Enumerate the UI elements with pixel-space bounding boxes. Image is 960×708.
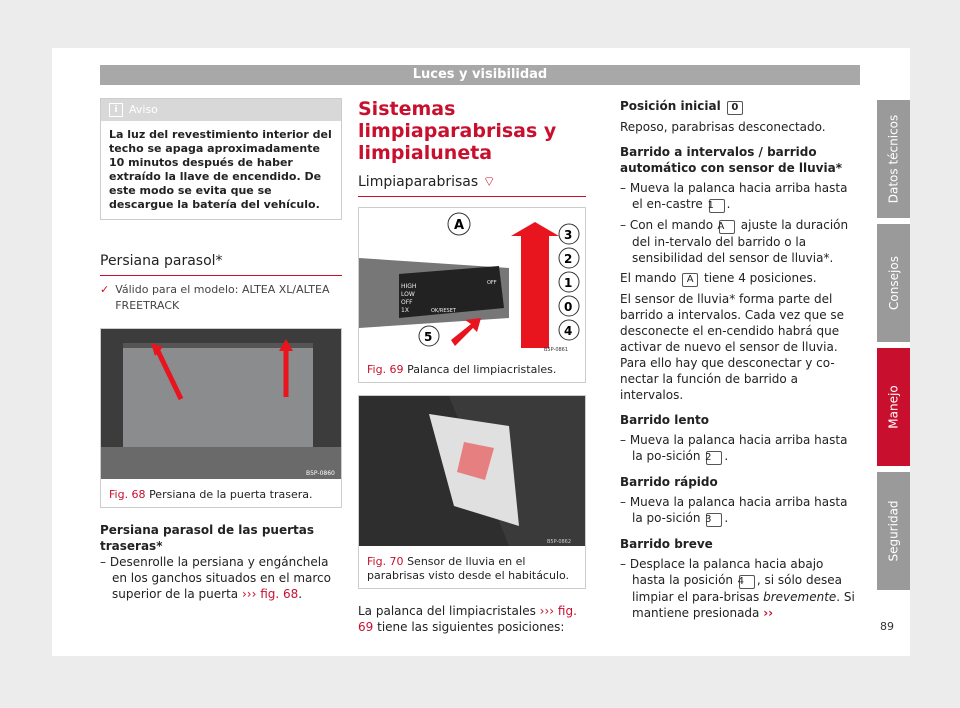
divider — [358, 196, 586, 197]
section-heading: Persiana parasol* — [100, 253, 223, 269]
lever-label-onex: 1X — [401, 307, 409, 314]
paragraph: El sensor de lluvia* forma parte del barrido a intervalos. Cada vez que se desconecte el en-cendido habrá que activar de nuevo el sensor de lluvia. Para ello hay que desconectar y co-nectar la función de barrido a intervalos. — [620, 292, 845, 402]
step-item: – Desplace la palanca hacia abajo hasta la posición 4 , si sólo desea limpiar el para-brisas brevemente. Si mantiene presionada ›› — [620, 557, 855, 620]
figure-caption — [359, 550, 585, 588]
lever-label-high: HIGH — [401, 283, 417, 290]
position-badge: 1 — [709, 199, 725, 213]
validity-note — [100, 282, 342, 314]
label-2: 2 — [564, 252, 573, 266]
step-text: , si sólo desea limpiar el para-brisas — [632, 573, 842, 604]
label-5: 5 — [424, 330, 433, 344]
control-badge: A — [719, 220, 735, 234]
subsection-title — [358, 174, 586, 190]
figure-label: Fig. 70 — [367, 555, 404, 568]
lever-label-off: OFF — [401, 299, 413, 306]
paragraph: Reposo, parabrisas desconectado. — [620, 120, 826, 134]
sunshade-image — [101, 329, 341, 479]
page-number: 89 — [880, 620, 894, 633]
checkmark-icon: ✓ — [100, 283, 110, 296]
control-badge: A — [682, 273, 698, 287]
wiper-icon: ⌔ — [482, 174, 496, 190]
right-column — [620, 98, 860, 621]
step-text: . Si mantiene presionada — [632, 590, 855, 620]
caption-text: Palanca del limpiacristales. — [407, 363, 557, 376]
fig-reference[interactable]: ››› fig. 68 — [241, 587, 299, 601]
tab-consejos[interactable] — [877, 224, 910, 342]
continue-arrow-icon: ›› — [763, 606, 774, 620]
step-item: – Mueva la palanca hacia arriba hasta el en-castre 1 . — [620, 181, 848, 211]
step-text: Con el mando — [629, 218, 714, 232]
figure-70 — [358, 395, 586, 589]
fig-reference-text: fig. 68 — [260, 587, 299, 601]
left-column — [100, 98, 342, 602]
divider — [100, 275, 342, 276]
paragraph — [620, 270, 860, 287]
step-text: Mueva la palanca hacia arriba hasta el en-castre — [629, 181, 848, 211]
notice-box — [100, 98, 342, 220]
figure-caption — [359, 358, 585, 382]
running-header: Luces y visibilidad — [100, 65, 860, 85]
notice-text: La luz del revestimiento interior del techo se apaga aproximadamente 10 minutos después de haber extraído la llave de encendido. De este modo se evita que se descargue la batería del vehículo. — [109, 128, 332, 211]
lever-label-low: LOW — [401, 291, 415, 298]
fig-reference-text: fig. 69 — [358, 604, 577, 634]
tab-seguridad[interactable] — [877, 472, 910, 590]
figure-69 — [358, 207, 586, 383]
tab-label: Manejo — [886, 385, 901, 429]
label-a: A — [454, 218, 465, 233]
step-text: Mueva la palanca hacia arriba hasta la po-sición — [629, 495, 848, 525]
lever-label-reset: OK/RESET — [431, 308, 456, 314]
section-title: Sistemas limpiaparabrisas y limpialuneta — [358, 98, 557, 164]
label-1: 1 — [564, 276, 573, 290]
tab-label: Consejos — [886, 256, 901, 310]
fig-reference[interactable]: ››› fig. 69 — [358, 604, 577, 634]
intro-text: tiene las siguientes posiciones: — [377, 620, 565, 634]
label-4: 4 — [564, 324, 573, 338]
figure-label: Fig. 69 — [367, 363, 404, 376]
figure-code: B5P-0861 — [544, 347, 569, 353]
step-item: – Desenrolle la persiana y engánchela en los ganchos situados en el marco superior de la puerta ››› fig. 68. — [100, 555, 331, 601]
heading-brief: Barrido breve — [620, 537, 713, 551]
heading-intervals: Barrido a intervalos / barrido automático con sensor de lluvia* — [620, 145, 842, 175]
tab-label: Seguridad — [886, 500, 901, 562]
figure-caption — [101, 483, 341, 507]
subsection-text: Limpiaparabrisas — [358, 174, 479, 190]
figure-code: B5P-0862 — [547, 539, 572, 545]
figure-label: Fig. 68 — [109, 488, 146, 501]
validity-text: Válido para el modelo: ALTEA XL/ALTEA FREETRACK — [115, 283, 330, 312]
intro-paragraph — [358, 603, 586, 635]
tab-datos-tecnicos[interactable] — [877, 100, 910, 218]
step-text: ajuste la duración del in-tervalo del barrido o la sensibilidad del sensor de lluvia*. — [632, 218, 849, 265]
position-badge: 0 — [727, 101, 743, 115]
step-item: – Mueva la palanca hacia arriba hasta la po-sición 3 . — [620, 495, 848, 525]
intro-text: La palanca del limpiacristales — [358, 604, 536, 618]
label-3: 3 — [564, 228, 573, 242]
position-badge: 3 — [706, 513, 722, 527]
tab-label: Datos técnicos — [886, 114, 901, 204]
text: tiene 4 posiciones. — [704, 271, 817, 285]
step-text: Mueva la palanca hacia arriba hasta la po-sición — [629, 433, 848, 463]
heading-fast: Barrido rápido — [620, 475, 718, 489]
text: El mando — [620, 271, 677, 285]
heading-text: Posición inicial — [620, 99, 721, 113]
rain-sensor-image — [359, 396, 585, 546]
notice-header — [101, 99, 341, 121]
position-badge: 4 — [739, 575, 755, 589]
step-item: – Con el mando A ajuste la duración del in-tervalo del barrido o la sensibilidad del sensor de lluvia*. — [620, 218, 849, 265]
figure-68 — [100, 328, 342, 508]
position-badge: 2 — [706, 451, 722, 465]
step-text: Desenrolle la persiana y engánchela en los ganchos situados en el marco superior de la puerta — [109, 555, 331, 601]
figure-code: B5P-0860 — [306, 470, 335, 477]
step-text: Desplace la palanca hacia abajo hasta la posición — [629, 557, 824, 587]
emphasis-text: brevemente — [763, 590, 837, 604]
info-icon: i — [109, 103, 123, 117]
heading-slow: Barrido lento — [620, 413, 709, 427]
caption-text: Persiana de la puerta trasera. — [149, 488, 313, 501]
caption-text: Sensor de lluvia en el parabrisas visto desde el habitáculo. — [367, 555, 570, 582]
subheading: Persiana parasol de las puertas traseras* — [100, 523, 315, 553]
label-0: 0 — [564, 300, 573, 314]
notice-title: Aviso — [129, 103, 158, 116]
wiper-lever-image — [359, 208, 585, 354]
lever-label-off2: OFF — [487, 280, 497, 286]
step-item: – Mueva la palanca hacia arriba hasta la po-sición 2 . — [620, 433, 848, 463]
tab-manejo[interactable] — [877, 348, 910, 466]
heading-position-0 — [620, 98, 860, 115]
middle-column — [358, 98, 586, 635]
